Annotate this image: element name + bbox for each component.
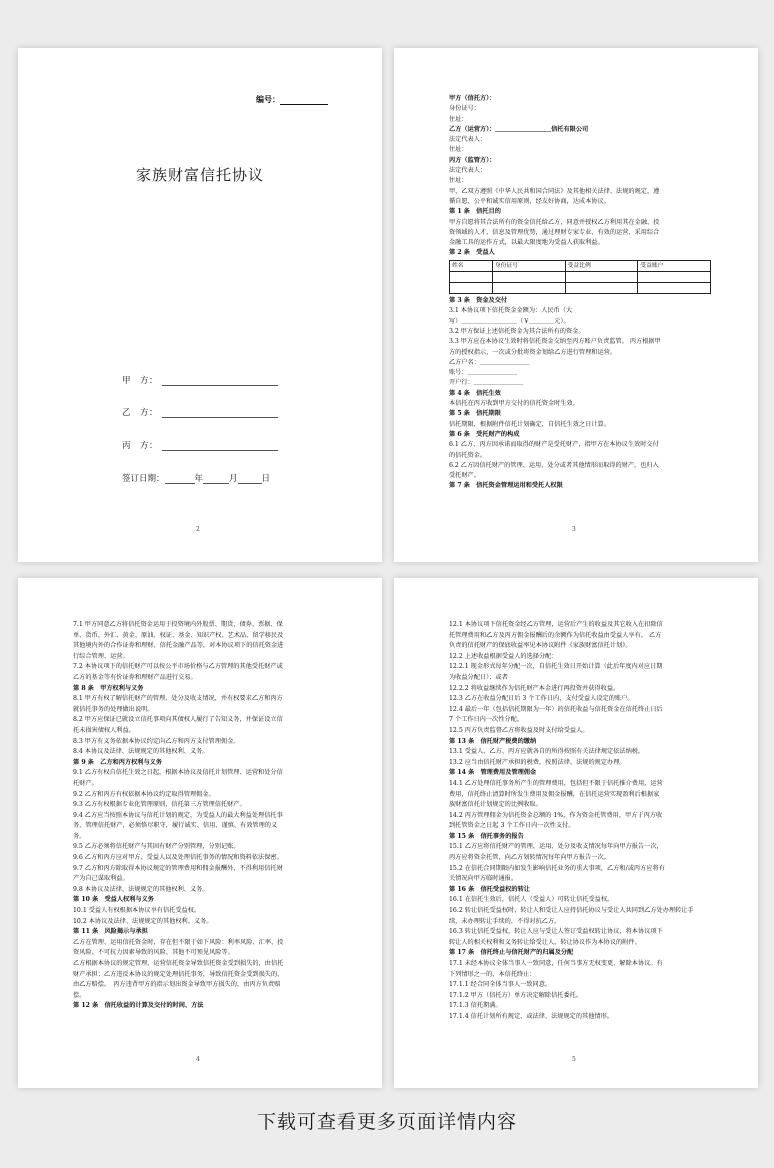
clause-text: 产为自己谋取利益。: [73, 875, 129, 883]
clause-heading: 第 4 条 信托生效: [449, 389, 501, 397]
clause-text: 乙方根据本协议的规定管理、运营信托资金导致信托资金受到损失的，由信托: [73, 960, 284, 967]
signature-party-a: [122, 374, 278, 386]
clause-text: 16.1 在信托生效后，信托人（受益人）可转让信托受益权。: [449, 896, 614, 904]
document-page-3: [394, 48, 758, 562]
clause-text: 10.2 本协议及法律、法规规定的其他权利、义务。: [73, 917, 213, 925]
clause-heading: 甲方（信托方）：: [449, 95, 496, 102]
clause-text: 10.1 受益人有权根据本协议享有信托受益权。: [73, 907, 201, 915]
clause-text: 12.1 本协议项下信托资金经乙方管理，运营后产生的收益及其它收入在扣除信: [449, 621, 663, 628]
clause-text: 13.1 受益人、乙方、丙方应就各自的所得按照有关法律规定依法纳税。: [449, 748, 645, 756]
month-label: 月: [229, 474, 238, 484]
clause-text: 身份证号：: [449, 105, 480, 113]
clause-heading: 第 12 条 信托收益的计算及交付的时间、方法: [73, 1002, 204, 1010]
clause-text: 方的授权指示，一次或分批将资金划给乙方进行管理和运营。: [449, 348, 617, 356]
page-3-clauses-bottom: [449, 296, 711, 492]
clause-text: 12.3 乙方在收益分配日后 3 个工作日内，支付受益人设定的账户。: [449, 695, 634, 703]
clause-text: 循自愿、公平和诚实信用原则，经友好协商，达成本协议。: [449, 197, 610, 205]
clause-text: 转让人的相关权利和义务转让给受让人，转让协议作为本协议的附件。: [449, 938, 641, 946]
clause-text: 住址：: [449, 177, 468, 185]
clause-text: 8.4 本协议及法律、法规规定的其他权利、义务。: [73, 748, 209, 756]
party-c-label: 丙 方：: [122, 441, 159, 451]
clause-text: 3.2 甲方保证上述信托资金为其合法所有的资金。: [449, 327, 585, 335]
clause-heading: 第 6 条 受托财产的构成: [449, 430, 520, 438]
clause-text: 关情况向甲方临时通报。: [449, 875, 518, 883]
party-c-line: [162, 442, 278, 451]
clause-text: 法定代表人：: [449, 136, 487, 144]
clause-text: 账号：＿＿＿＿＿＿＿＿: [449, 369, 518, 377]
clause-text: 为收益分配日）；或者: [449, 673, 508, 681]
clause-heading: 第 7 条 信托资金管理运用和受托人权限: [449, 482, 563, 490]
clause-text: 6.1 乙方、丙方因承诺而取得的财产是受托财产，指甲方在本协议生效时交付: [449, 441, 659, 449]
clause-text: 财产承担；乙方违反本协议的规定处理信托事务，导致信托资金受到损失的，: [73, 970, 284, 978]
contract-number-field: [256, 94, 328, 105]
clause-text: 由乙方赔偿。 丙方违背甲方的指示划出资金导致甲方损失的，由丙方负责赔: [73, 981, 281, 989]
clause-text: 3.1 本协议项下信托资金金额为：人民币（大: [449, 307, 573, 315]
clause-text: 9.1 乙方有权自信托生效之日起，根据本协议及信托计划管理、运营和处分信: [73, 769, 283, 777]
clause-text: 8.1 甲方有权了解信托财产的管理、处分及收支情况，并有权要求乙方和丙方: [73, 695, 283, 703]
clause-text: 续，未办理转让手续的，不得对抗乙方。: [449, 917, 561, 925]
clause-text: 下列情形之一的，本信托终止：: [449, 970, 536, 978]
clause-text: 17.1.4 信托计划所有规定、或法律、法规规定的其他情形。: [449, 1012, 613, 1020]
document-page-4: [18, 578, 382, 1088]
clause-text: 托财产。: [73, 779, 98, 787]
clause-text: 8.2 甲方应保证已就设立信托事项向其债权人履行了告知义务，并保证设立信: [73, 716, 283, 724]
clause-heading: 第 10 条 受益人权利与义务: [73, 896, 154, 904]
clause-text: 14.2 丙方管理佣金为信托资金总额的 1%，作为资金托管费用，甲方于丙方收: [449, 811, 663, 819]
clause-text: 7.1 甲方同意乙方将信托资金运用于投资境内外股票、期货、债券、票据、保: [73, 621, 283, 628]
clause-text: 费用，信托终止清算时所发生费用及佣金报酬，在信托运营实现盈利后根据家: [449, 790, 660, 798]
party-a-label: 甲 方：: [122, 376, 159, 386]
table-cell: [492, 283, 565, 294]
clause-heading: 第 1 条 信托目的: [449, 208, 501, 216]
contract-number-blank: [280, 96, 328, 105]
clause-text: 信托期限，根据附件信托计划确定，自信托生效之日计算。: [449, 420, 610, 428]
clause-text: 托管理费用和乙方及丙方佣金报酬后的余额作为信托收益由受益人享有。 乙方: [449, 631, 662, 639]
clause-text: 15.2 在信托合同期限内如发生影响信托业务的重大事项，乙方和/或丙方应将有: [449, 864, 665, 872]
clause-heading: 第 11 条 风险揭示与承担: [73, 928, 148, 936]
table-cell: [638, 283, 711, 294]
clause-text: 12.2 上述收益根据受益人的选择分配：: [449, 652, 558, 660]
clause-text: 9.7 乙方和丙方除取得本协议规定的管理费用和佣金报酬外，不得利用信托财: [73, 864, 283, 872]
year-label: 年: [194, 474, 204, 484]
clause-text: 住址：: [449, 146, 468, 154]
clause-text: 丙方应将资金托管，向乙方划转情况每年向甲方报告一次。: [449, 854, 610, 862]
clause-text: 务。: [73, 832, 86, 840]
party-a-line: [162, 377, 278, 386]
table-header-cell: 受益比例: [565, 260, 638, 271]
clause-text: 的信托资金。: [449, 451, 487, 459]
clause-text: 13.2 应当由信托财产承担的税费，按照法律、法规的规定办理。: [449, 758, 626, 766]
clause-text: 乙方户名：＿＿＿＿＿＿＿＿: [449, 358, 530, 366]
clause-text: 12.4 最后一年（包括信托期限为一年）的信托收益与信托资金在信托终止日后: [449, 705, 663, 713]
page-number: 2: [196, 526, 200, 533]
clause-text: 金融工具的运作方式，以最大限度地为受益人获取利益。: [449, 239, 604, 247]
clause-text: 7.2 本协议项下的信托财产可以按公平市场价格与乙方管理的其他受托财产或: [73, 663, 283, 671]
table-cell: [450, 272, 493, 283]
document-page-cover: [18, 48, 382, 562]
clause-text: 9.8 本协议及法律、法规规定的其他权利、义务。: [73, 885, 209, 893]
table-header-cell: 身份证号: [492, 260, 565, 271]
clause-text: 乙方在管理、运用信托资金时，存在但不限于如下风险：利率风险、汇率、投: [73, 938, 284, 946]
clause-text: 行综合管理、运营。: [73, 652, 129, 660]
clause-text: 15.1 乙方应将信托财产的管理、运用、处分及收支情况每年向甲方报告一次，: [449, 843, 663, 851]
clause-text: 9.4 乙方应当按照本协议与信托计划的规定，为受益人的最大利益处理信托事: [73, 811, 283, 819]
party-b-label: 乙 方：: [122, 408, 159, 418]
clause-text: 17.1 未经本协议全体当事人一致同意，任何当事方无权变更、解除本协议。有: [449, 960, 663, 967]
clause-text: 开户行：＿＿＿＿＿＿＿＿: [449, 379, 524, 387]
table-cell: [492, 272, 565, 283]
date-label: 签订日期：: [122, 474, 165, 484]
page-3-clauses-top: [449, 94, 711, 259]
page-4-body: [73, 620, 335, 1012]
clause-text: 17.1.2 甲方（信托方）单方决定解除信托委托。: [449, 991, 583, 999]
day-label: 日: [261, 474, 271, 484]
signature-party-c: [122, 439, 278, 451]
clause-text: 本信托在丙方收到甲方交付的信托资金时生效。: [449, 400, 579, 408]
signature-party-b: [122, 406, 278, 418]
beneficiary-table-header: [450, 260, 711, 271]
document-title: 家族财富信托协议: [136, 166, 265, 184]
clause-text: 住址：: [449, 115, 468, 123]
clause-text: 9.6 乙方和丙方应对甲方、受益人以及处理信托事务的情况和资料依法保密。: [73, 854, 283, 862]
clause-text: 偿。: [73, 991, 86, 999]
clause-text: 单、货币、外汇、黄金、原油、权证、基金、知识产权、艺术品、留学移民及: [73, 631, 284, 639]
clause-heading: 丙方（监管方）：: [449, 156, 496, 164]
page-5-body: [449, 620, 711, 1023]
clause-heading: 第 3 条 资金及交付: [449, 297, 508, 305]
clause-text: 写）＿＿＿＿＿＿＿＿＿（￥＿＿＿＿元）。: [449, 317, 570, 325]
clause-heading: 第 9 条 乙方和丙方权利与义务: [73, 758, 163, 766]
clause-text: 务，管理信托财产，必须恪尽职守，履行诚实、信用、谨慎、有效管理的义: [73, 822, 278, 830]
clause-text: 17.1.1 经合同全体当事人一致同意。: [449, 981, 552, 989]
clause-text: 其他境内外的合作证券和理财、信托金融产品等，对本协议项下的信托资金进: [73, 642, 284, 650]
table-row: [450, 272, 711, 283]
clause-text: 甲、乙双方遵照《中华人民共和国合同法》及其他相关法律、法规的规定，遵: [449, 187, 660, 195]
clause-text: 乙方的基金等有价证券和理财产品进行交易。: [73, 673, 197, 681]
clause-text: 6.2 乙方因信托财产的管理、运用、处分或者其他情形而取得的财产，也归入: [449, 461, 659, 469]
clause-text: 16.3 转让信托受益权，转让人应与受让人签订受益权转让协议，将本协议项下: [449, 928, 663, 936]
page-number: 5: [572, 1056, 576, 1063]
table-row: [450, 283, 711, 294]
clause-heading: 第 13 条 信托财产税费的缴纳: [449, 737, 537, 745]
clause-text: 受托财产。: [449, 472, 480, 480]
document-page-5: [394, 578, 758, 1088]
clause-heading: 第 14 条 管理费用及管理佣金: [449, 769, 537, 777]
clause-text: 9.2 乙方和丙方有权依据本协议约定取得管理佣金。: [73, 790, 215, 798]
clause-heading: 第 2 条 受益人: [449, 249, 495, 257]
clause-text: 甲方自愿将其合法所有的资金信托给乙方，同意并授权乙方利用其在金融、投: [449, 218, 660, 226]
clause-text: 12.2.2 将收益继续作为信托财产本金进行再投资并获得收益。: [449, 684, 620, 692]
clause-text: 12.2.1 现金形式每年分配一次，自信托生效日开始计算（此后年度内对应日期: [449, 663, 663, 671]
clause-text: 资风险、不可抗力因素导致的风险、其他不可预见风险等。: [73, 949, 234, 957]
page-3-body: [449, 94, 711, 492]
signing-date: [122, 472, 270, 484]
table-header-cell: 姓名: [450, 260, 493, 271]
table-cell: [565, 283, 638, 294]
clause-text: 到托管资金之日起 3 个工作日内一次性支付。: [449, 822, 575, 830]
clause-text: 16.2 转让信托受益权时，转让人和受让人应持信托协议与受让人共同到乙方处办理转让手: [449, 907, 694, 915]
clause-text: 就信托事务的处理做出说明。: [73, 705, 154, 713]
clause-text: 3.3 甲方应在本协议生效时将信托资金交纳至丙方账户负责监管。 丙方根据甲: [449, 338, 661, 346]
clause-heading: 第 8 条 甲方权利与义务: [73, 684, 144, 692]
clause-text: 9.3 乙方有权根据专业化管理原则，信托第三方管理信托财产。: [73, 801, 246, 809]
clause-text: 9.5 乙方必须将信托财产与其固有财产分别管理，分别记账。: [73, 843, 240, 851]
clause-text: 8.3 甲方有义务依据本协议约定向乙方和丙方支付管理佣金。: [73, 737, 240, 745]
page-number: 4: [196, 1056, 200, 1063]
clause-text: 14.1 乙方处理信托事务所产生的管理费用，包括但不限于信托推介费用，运营: [449, 779, 663, 787]
clause-heading: 第 17 条 信托终止与信托财产的归属及分配: [449, 949, 574, 957]
contract-number-label: 编号：: [256, 94, 280, 104]
clause-text: 7 个工作日内一次性分配。: [449, 716, 523, 724]
clause-text: 族财富信托计划规定的比例收取。: [449, 801, 542, 809]
download-more-caption[interactable]: 下载可查看更多页面详情内容: [256, 1111, 517, 1133]
clause-text: 12.5 丙方负责监督乙方将收益及时支付给受益人。: [449, 726, 589, 734]
table-cell: [638, 272, 711, 283]
clause-heading: 第 5 条 信托期限: [449, 410, 501, 418]
clause-heading: 第 15 条 信托事务的报告: [449, 832, 524, 840]
clause-heading: 第 16 条 信托受益权的转让: [449, 885, 530, 893]
table-header-cell: 受益账户: [638, 260, 711, 271]
beneficiary-table: [449, 260, 711, 294]
clause-text: 托未损害债权人利益。: [73, 726, 135, 734]
clause-text: 17.1.3 信托期满。: [449, 1002, 502, 1010]
clause-heading: 乙方（运营方）：＿＿＿＿＿＿＿＿＿信托有限公司: [449, 125, 589, 133]
table-cell: [565, 272, 638, 283]
page-number: 3: [572, 526, 576, 533]
clause-text: 法定代表人：: [449, 167, 487, 175]
party-b-line: [162, 409, 278, 418]
table-cell: [450, 283, 493, 294]
clause-text: 资领域的人才、信息及管理优势，通过理财专家专业、有效的运营，采用综合: [449, 228, 660, 236]
clause-text: 负责的信托财产的保底收益率见本协议附件《家族财富信托计划》。: [449, 642, 632, 650]
